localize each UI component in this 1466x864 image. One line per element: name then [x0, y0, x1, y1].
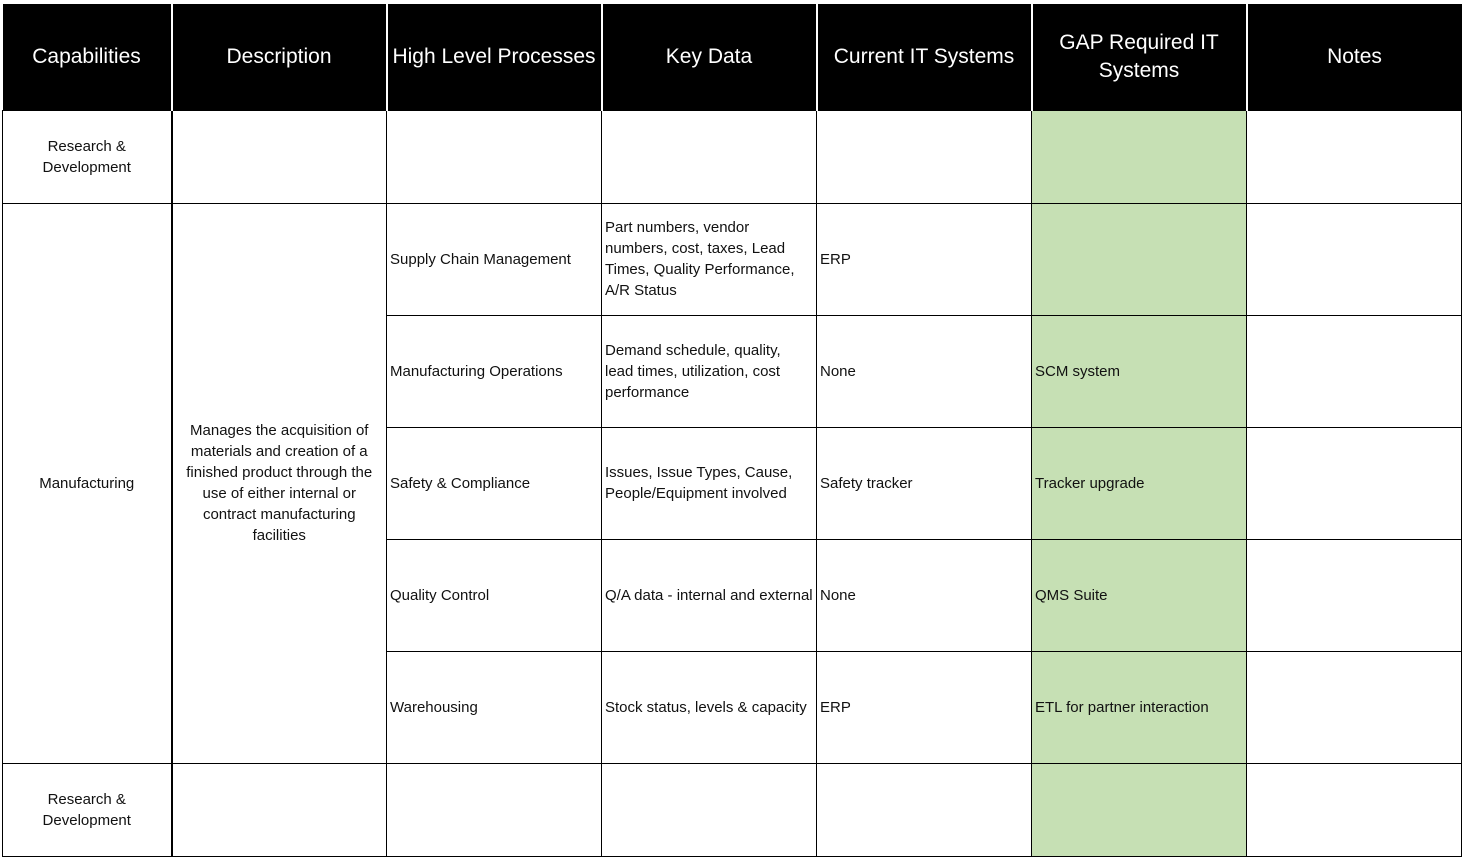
gap-cell [1032, 110, 1247, 203]
key-data-cell: Demand schedule, quality, lead times, utilization, cost performance [602, 315, 817, 427]
key-data-cell: Q/A data - internal and external [602, 539, 817, 651]
current-it-cell: ERP [817, 651, 1032, 763]
gap-cell: Tracker upgrade [1032, 427, 1247, 539]
notes-cell [1247, 315, 1462, 427]
table-header [3, 4, 1462, 110]
gap-cell: QMS Suite [1032, 539, 1247, 651]
process-cell [387, 763, 602, 856]
header-high-level-processes: High Level Processes [387, 4, 602, 110]
current-it-cell: None [817, 539, 1032, 651]
notes-cell [1247, 651, 1462, 763]
description-cell: Manages the acquisition of materials and creation of a finished product through the use of either internal or contract manufacturing facilities [172, 203, 387, 763]
key-data-cell: Issues, Issue Types, Cause, People/Equipment involved [602, 427, 817, 539]
capability-cell: Manufacturing [3, 203, 172, 763]
capability-cell: Research & Development [3, 110, 172, 203]
gap-cell: ETL for partner interaction [1032, 651, 1247, 763]
notes-cell [1247, 110, 1462, 203]
header-capabilities: Capabilities [3, 4, 172, 110]
header-row [3, 4, 1462, 110]
process-cell: Quality Control [387, 539, 602, 651]
process-cell: Manufacturing Operations [387, 315, 602, 427]
header-gap-required-it-systems: GAP Required IT Systems [1032, 4, 1247, 110]
capabilities-gap-table [2, 4, 1462, 857]
gap-cell [1032, 763, 1247, 856]
header-description: Description [172, 4, 387, 110]
key-data-cell: Stock status, levels & capacity [602, 651, 817, 763]
key-data-cell [602, 763, 817, 856]
current-it-cell: ERP [817, 203, 1032, 315]
header-key-data: Key Data [602, 4, 817, 110]
key-data-cell: Part numbers, vendor numbers, cost, taxes, Lead Times, Quality Performance, A/R Status [602, 203, 817, 315]
notes-cell [1247, 763, 1462, 856]
current-it-cell [817, 110, 1032, 203]
gap-cell [1032, 203, 1247, 315]
header-notes: Notes [1247, 4, 1462, 110]
notes-cell [1247, 427, 1462, 539]
process-cell: Supply Chain Management [387, 203, 602, 315]
process-cell [387, 110, 602, 203]
capability-cell: Research & Development [3, 763, 172, 856]
current-it-cell: Safety tracker [817, 427, 1032, 539]
current-it-cell [817, 763, 1032, 856]
notes-cell [1247, 203, 1462, 315]
gap-cell: SCM system [1032, 315, 1247, 427]
description-cell [172, 763, 387, 856]
current-it-cell: None [817, 315, 1032, 427]
notes-cell [1247, 539, 1462, 651]
process-cell: Safety & Compliance [387, 427, 602, 539]
description-cell [172, 110, 387, 203]
table-row [3, 763, 1462, 856]
table-row [3, 110, 1462, 203]
header-current-it-systems: Current IT Systems [817, 4, 1032, 110]
table-body [3, 110, 1462, 856]
key-data-cell [602, 110, 817, 203]
process-cell: Warehousing [387, 651, 602, 763]
table-row [3, 203, 1462, 315]
